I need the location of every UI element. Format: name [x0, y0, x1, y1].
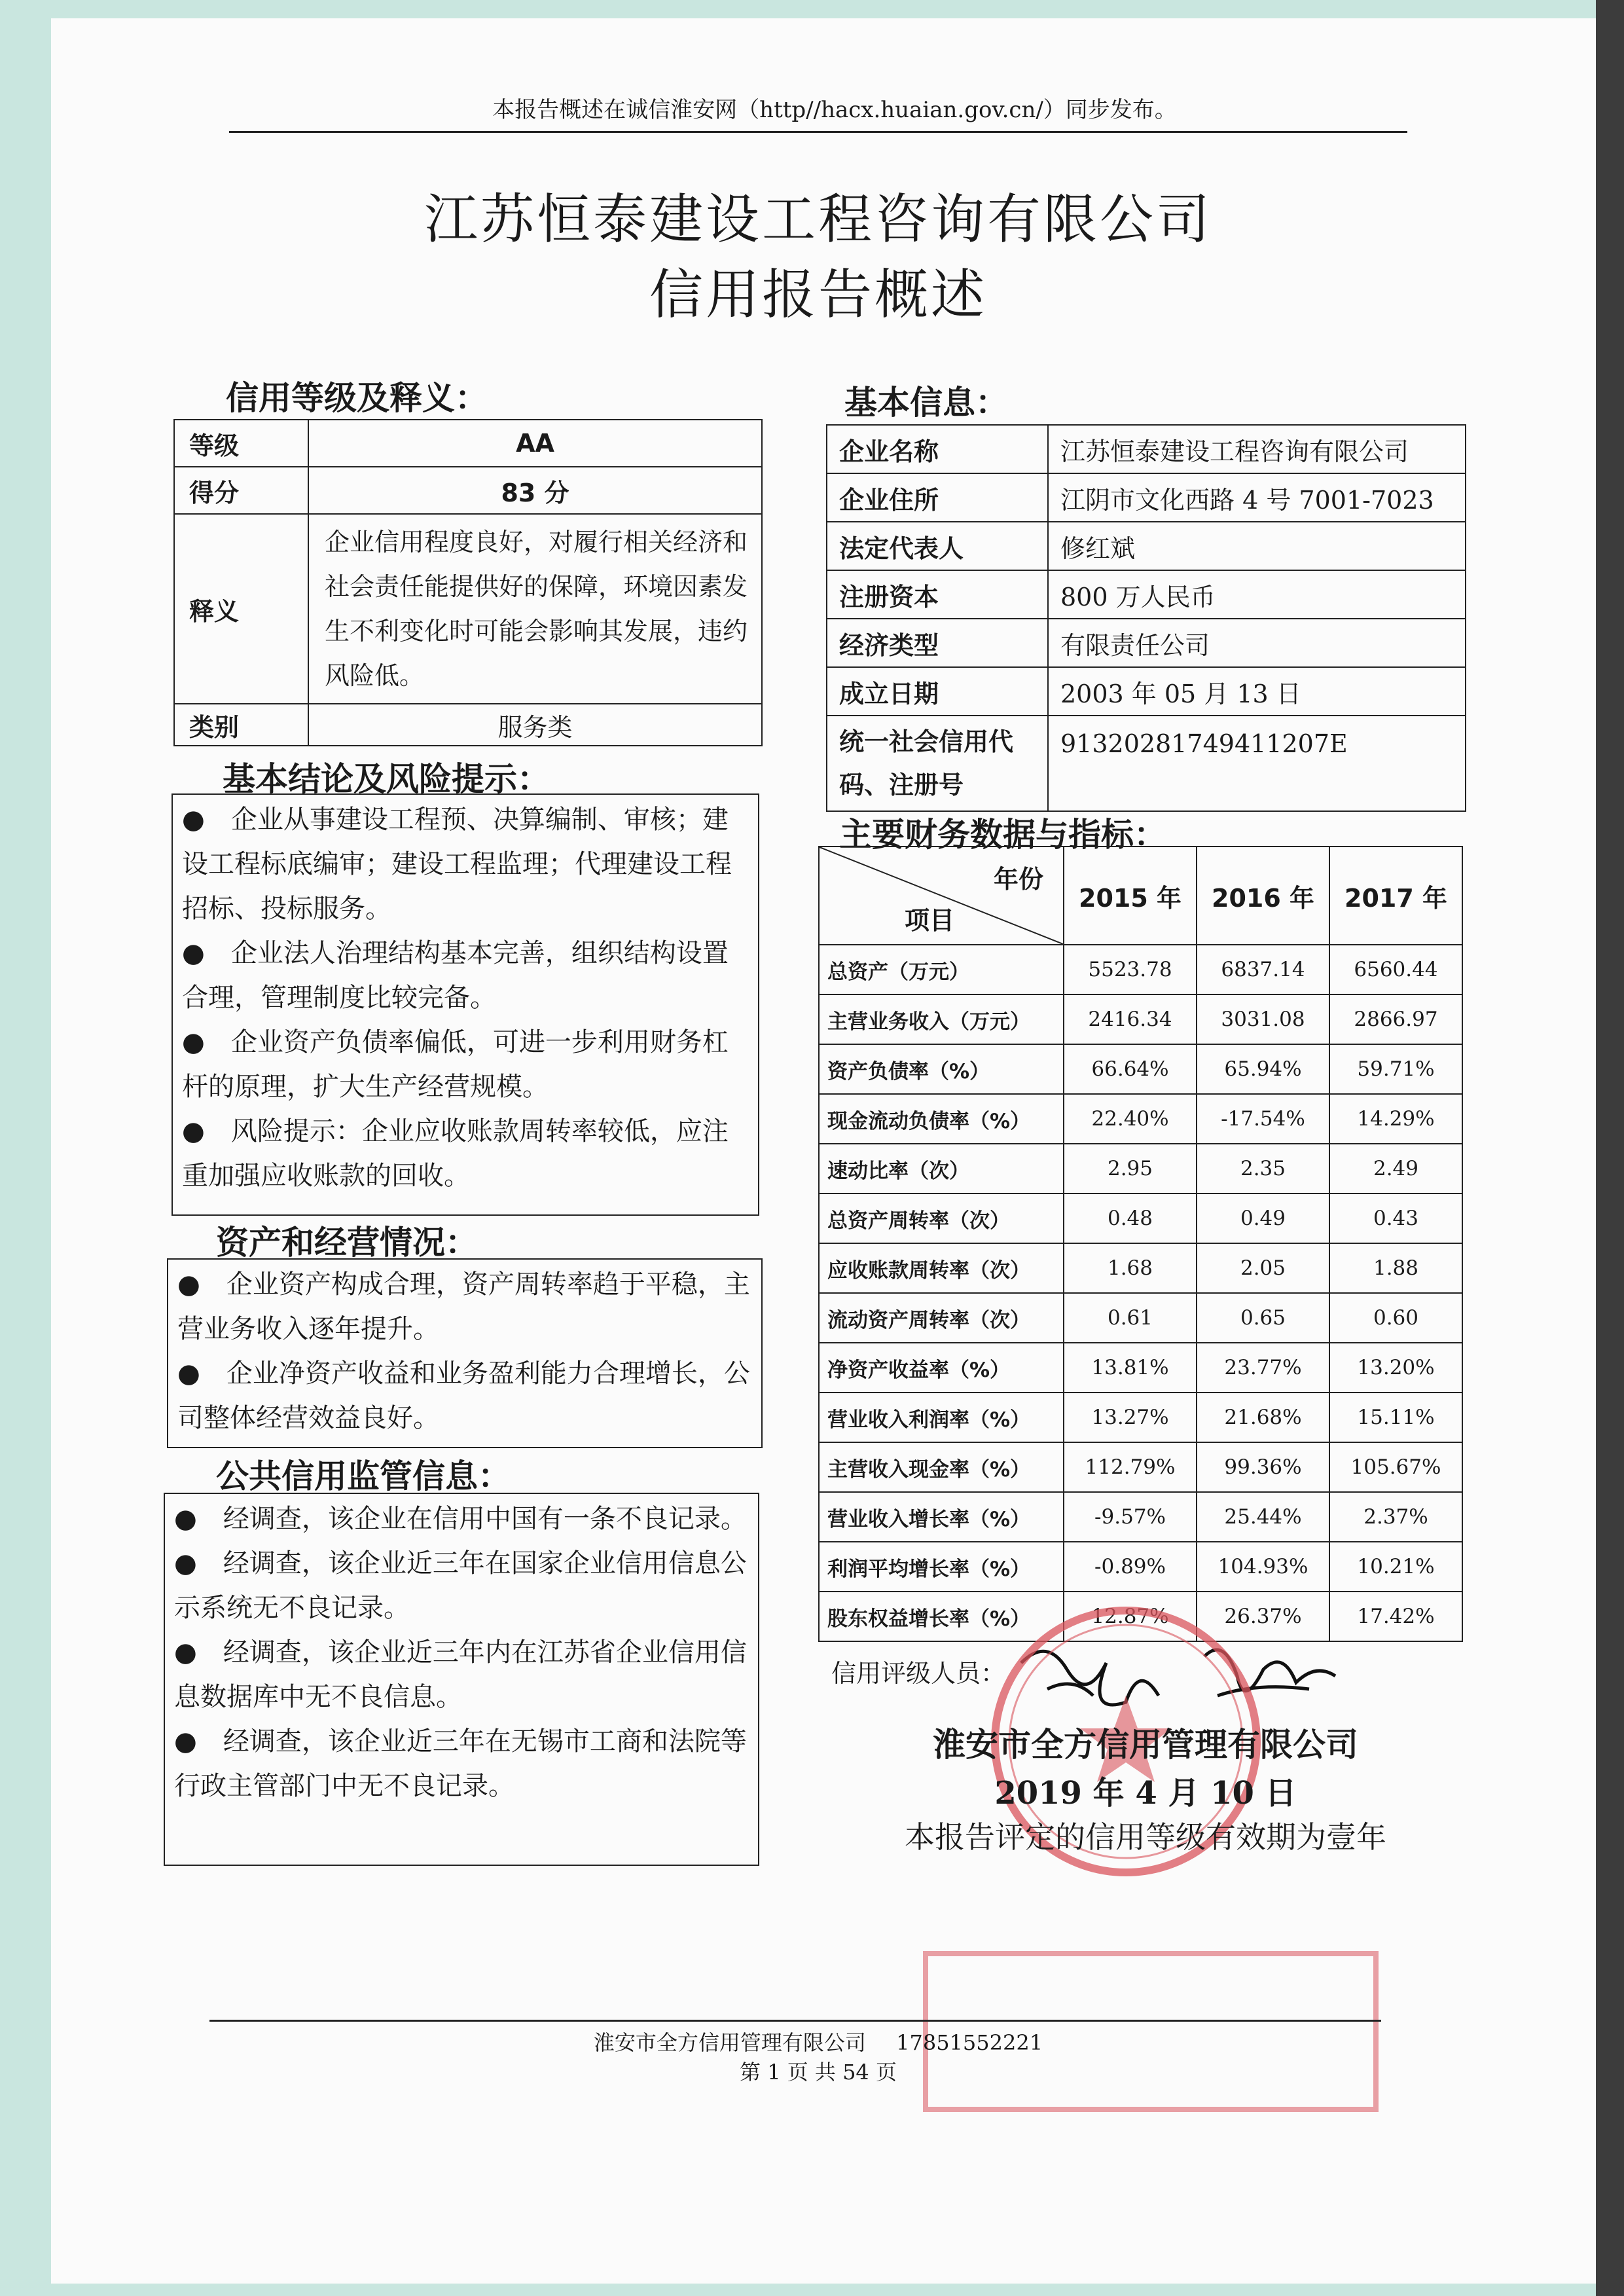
basic-row — [827, 570, 1466, 619]
financial-item: 流动资产周转率（次） — [819, 1293, 1064, 1343]
financial-value: 66.64% — [1064, 1044, 1197, 1094]
financial-item: 股东权益增长率（%） — [819, 1592, 1064, 1641]
basic-row — [827, 425, 1466, 473]
financial-value: 2.35 — [1197, 1144, 1329, 1194]
financial-value: 112.79% — [1064, 1442, 1197, 1492]
financial-value: 1.88 — [1329, 1243, 1462, 1293]
financial-value: -9.57% — [1064, 1492, 1197, 1542]
financial-value: 13.81% — [1064, 1343, 1197, 1393]
company-name: 江苏恒泰建设工程咨询有限公司 — [1048, 425, 1466, 473]
credit-label: 类别 — [174, 704, 308, 746]
basic-label: 企业住所 — [827, 473, 1048, 522]
financial-value: 14.29% — [1329, 1094, 1462, 1144]
conclusion-heading: 基本结论及风险提示： — [223, 760, 550, 798]
financial-value: 2.95 — [1064, 1144, 1197, 1194]
credit-rating-table — [173, 419, 763, 746]
operation-item: ● 企业净资产收益和业务盈利能力合理增长，公司整体经营效益良好。 — [177, 1358, 750, 1433]
corner-item-label: 项目 — [905, 906, 955, 935]
financial-value: 10.21% — [1329, 1542, 1462, 1592]
financial-value: 1.68 — [1064, 1243, 1197, 1293]
bullet-icon: ● — [174, 1504, 197, 1534]
financial-value: -17.54% — [1197, 1094, 1329, 1144]
financial-item: 营业收入增长率（%） — [819, 1492, 1064, 1542]
financial-value: 59.71% — [1329, 1044, 1462, 1094]
credit-row-category — [174, 704, 762, 746]
basic-label: 统一社会信用代码、注册号 — [827, 716, 1048, 811]
financial-item: 现金流动负债率（%） — [819, 1094, 1064, 1144]
credit-grade: AA — [308, 420, 762, 467]
financial-value: 15.11% — [1329, 1393, 1462, 1442]
year-header: 2016 年 — [1197, 847, 1329, 945]
company-title: 江苏恒泰建设工程咨询有限公司 — [424, 189, 1212, 251]
financial-value: 0.49 — [1197, 1194, 1329, 1243]
financial-value: 22.40% — [1064, 1094, 1197, 1144]
financial-item: 速动比率（次） — [819, 1144, 1064, 1194]
bullet-icon: ● — [174, 1637, 197, 1667]
corner-year-label: 年份 — [993, 865, 1043, 894]
financial-value: 105.67% — [1329, 1442, 1462, 1492]
credit-section-heading: 信用等级及释义： — [226, 379, 488, 417]
financial-value: 6560.44 — [1329, 945, 1462, 994]
company-address: 江阴市文化西路 4 号 7001-7023 — [1048, 473, 1466, 522]
financial-row — [819, 1343, 1462, 1393]
financial-item: 主营业务收入（万元） — [819, 994, 1064, 1044]
financial-value: 0.48 — [1064, 1194, 1197, 1243]
financial-value: 6837.14 — [1197, 945, 1329, 994]
financial-value: 13.20% — [1329, 1343, 1462, 1393]
supervision-item: ● 经调查，该企业在信用中国有一条不良记录。 — [174, 1504, 747, 1534]
financial-item: 应收账款周转率（次） — [819, 1243, 1064, 1293]
footer-line — [393, 2026, 1244, 2056]
basic-label: 注册资本 — [827, 570, 1048, 619]
basic-row — [827, 473, 1466, 522]
financial-value: 2416.34 — [1064, 994, 1197, 1044]
bullet-icon: ● — [177, 1358, 200, 1389]
financial-row — [819, 1094, 1462, 1144]
year-header: 2017 年 — [1329, 847, 1462, 945]
credit-label: 得分 — [174, 467, 308, 514]
bullet-icon: ● — [174, 1548, 197, 1578]
header-rule — [229, 131, 1407, 133]
corner-cell — [819, 847, 1064, 945]
financial-value: 0.61 — [1064, 1293, 1197, 1343]
financial-table — [818, 846, 1463, 1642]
financial-value: 26.37% — [1197, 1592, 1329, 1641]
credit-definition: 企业信用程度良好，对履行相关经济和社会责任能提供好的保障，环境因素发生不利变化时可能会影响其发展，违约风险低。 — [308, 514, 762, 704]
conclusion-item: ● 风险提示：企业应收账款周转率较低，应注重加强应收账款的回收。 — [182, 1116, 729, 1191]
financial-value: 21.68% — [1197, 1393, 1329, 1442]
scanner-edge — [1596, 0, 1624, 2296]
bullet-icon: ● — [182, 1116, 205, 1146]
financial-row — [819, 1542, 1462, 1592]
financial-value: 99.36% — [1197, 1442, 1329, 1492]
supervision-heading: 公共信用监管信息： — [216, 1457, 511, 1495]
basic-label: 成立日期 — [827, 667, 1048, 716]
conclusion-item: ● 企业资产负债率偏低，可进一步利用财务杠杆的原理，扩大生产经营规模。 — [182, 1027, 729, 1102]
financial-value: 65.94% — [1197, 1044, 1329, 1094]
basic-info-table — [826, 424, 1466, 812]
basic-row — [827, 716, 1466, 811]
financial-header-row — [819, 847, 1462, 945]
financial-row — [819, 945, 1462, 994]
bullet-icon: ● — [182, 805, 205, 835]
credit-row-score — [174, 467, 762, 514]
financial-item: 总资产（万元） — [819, 945, 1064, 994]
financial-value: 104.93% — [1197, 1542, 1329, 1592]
credit-score: 83 分 — [308, 467, 762, 514]
operation-box — [167, 1258, 763, 1448]
registered-capital: 800 万人民币 — [1048, 570, 1466, 619]
credit-row-definition — [174, 514, 762, 704]
financial-value: 0.60 — [1329, 1293, 1462, 1343]
financial-value: 23.77% — [1197, 1343, 1329, 1393]
footer-phone: 17851552221 — [896, 2030, 1043, 2055]
footer-rule — [209, 2020, 1381, 2022]
basic-label: 经济类型 — [827, 619, 1048, 667]
financial-value: 25.44% — [1197, 1492, 1329, 1542]
validity-note: 本报告评定的信用等级有效期为壹年 — [905, 1819, 1386, 1855]
bullet-icon: ● — [182, 1027, 205, 1057]
basic-row — [827, 522, 1466, 570]
financial-item: 总资产周转率（次） — [819, 1194, 1064, 1243]
financial-value: 2.05 — [1197, 1243, 1329, 1293]
supervision-item: ● 经调查，该企业近三年在无锡市工商和法院等行政主管部门中无不良记录。 — [174, 1726, 747, 1801]
credit-row-grade — [174, 420, 762, 467]
conclusion-item: ● 企业从事建设工程预、决算编制、审核；建设工程标底编审；建设工程监理；代理建设工程招标、投标服务。 — [182, 805, 732, 924]
year-header: 2015 年 — [1064, 847, 1197, 945]
financial-item: 营业收入利润率（%） — [819, 1393, 1064, 1442]
financial-item: 利润平均增长率（%） — [819, 1542, 1064, 1592]
supervision-item: ● 经调查，该企业近三年内在江苏省企业信用信息数据库中无不良信息。 — [174, 1637, 747, 1712]
financial-value: 13.27% — [1064, 1393, 1197, 1442]
operation-heading: 资产和经营情况： — [216, 1224, 478, 1262]
financial-row — [819, 1243, 1462, 1293]
financial-item: 净资产收益率（%） — [819, 1343, 1064, 1393]
financial-value: 2866.97 — [1329, 994, 1462, 1044]
rating-agency: 淮安市全方信用管理有限公司 — [933, 1726, 1358, 1764]
financial-value: 0.65 — [1197, 1293, 1329, 1343]
financial-value: 3031.08 — [1197, 994, 1329, 1044]
bullet-icon: ● — [177, 1269, 200, 1300]
bullet-icon: ● — [182, 938, 205, 968]
basic-info-heading: 基本信息： — [844, 384, 1008, 422]
financial-row — [819, 1144, 1462, 1194]
conclusion-box — [171, 793, 759, 1216]
report-date: 2019 年 4 月 10 日 — [994, 1775, 1297, 1812]
credit-category: 服务类 — [308, 704, 762, 746]
basic-row — [827, 667, 1466, 716]
financial-item: 资产负债率（%） — [819, 1044, 1064, 1094]
founding-date: 2003 年 05 月 13 日 — [1048, 667, 1466, 716]
financial-row — [819, 1194, 1462, 1243]
header-note: 本报告概述在诚信淮安网（http//hacx.huaian.gov.cn/）同步发布。 — [492, 97, 1177, 123]
supervision-box — [164, 1493, 759, 1866]
conclusion-item: ● 企业法人治理结构基本完善，组织结构设置合理，管理制度比较完备。 — [182, 938, 729, 1013]
financial-row — [819, 1044, 1462, 1094]
financial-value: 2.37% — [1329, 1492, 1462, 1542]
credit-label: 释义 — [174, 514, 308, 704]
financial-value: 0.43 — [1329, 1194, 1462, 1243]
financial-value: 12.87% — [1064, 1592, 1197, 1641]
financial-row — [819, 1492, 1462, 1542]
financial-row — [819, 1393, 1462, 1442]
basic-label: 企业名称 — [827, 425, 1048, 473]
credit-code: 91320281749411207E — [1048, 716, 1466, 811]
page-number: 第 1 页 共 54 页 — [740, 2060, 897, 2085]
financial-value: -0.89% — [1064, 1542, 1197, 1592]
operation-item: ● 企业资产构成合理，资产周转率趋于平稳，主营业务收入逐年提升。 — [177, 1269, 750, 1344]
credit-label: 等级 — [174, 420, 308, 467]
basic-row — [827, 619, 1466, 667]
financial-row — [819, 1442, 1462, 1492]
financial-value: 5523.78 — [1064, 945, 1197, 994]
report-title: 信用报告概述 — [649, 264, 987, 326]
financial-row — [819, 994, 1462, 1044]
legal-representative: 修红斌 — [1048, 522, 1466, 570]
footer-company: 淮安市全方信用管理有限公司 — [593, 2030, 866, 2055]
supervision-item: ● 经调查，该企业近三年在国家企业信用信息公示系统无不良记录。 — [174, 1548, 747, 1623]
bullet-icon: ● — [174, 1726, 197, 1757]
economic-type: 有限责任公司 — [1048, 619, 1466, 667]
rater-label: 信用评级人员： — [831, 1659, 1006, 1688]
basic-label: 法定代表人 — [827, 522, 1048, 570]
financial-item: 主营收入现金率（%） — [819, 1442, 1064, 1492]
financial-heading: 主要财务数据与指标： — [839, 816, 1166, 854]
financial-value: 2.49 — [1329, 1144, 1462, 1194]
financial-body — [819, 945, 1462, 1641]
financial-value: 17.42% — [1329, 1592, 1462, 1641]
financial-row — [819, 1293, 1462, 1343]
